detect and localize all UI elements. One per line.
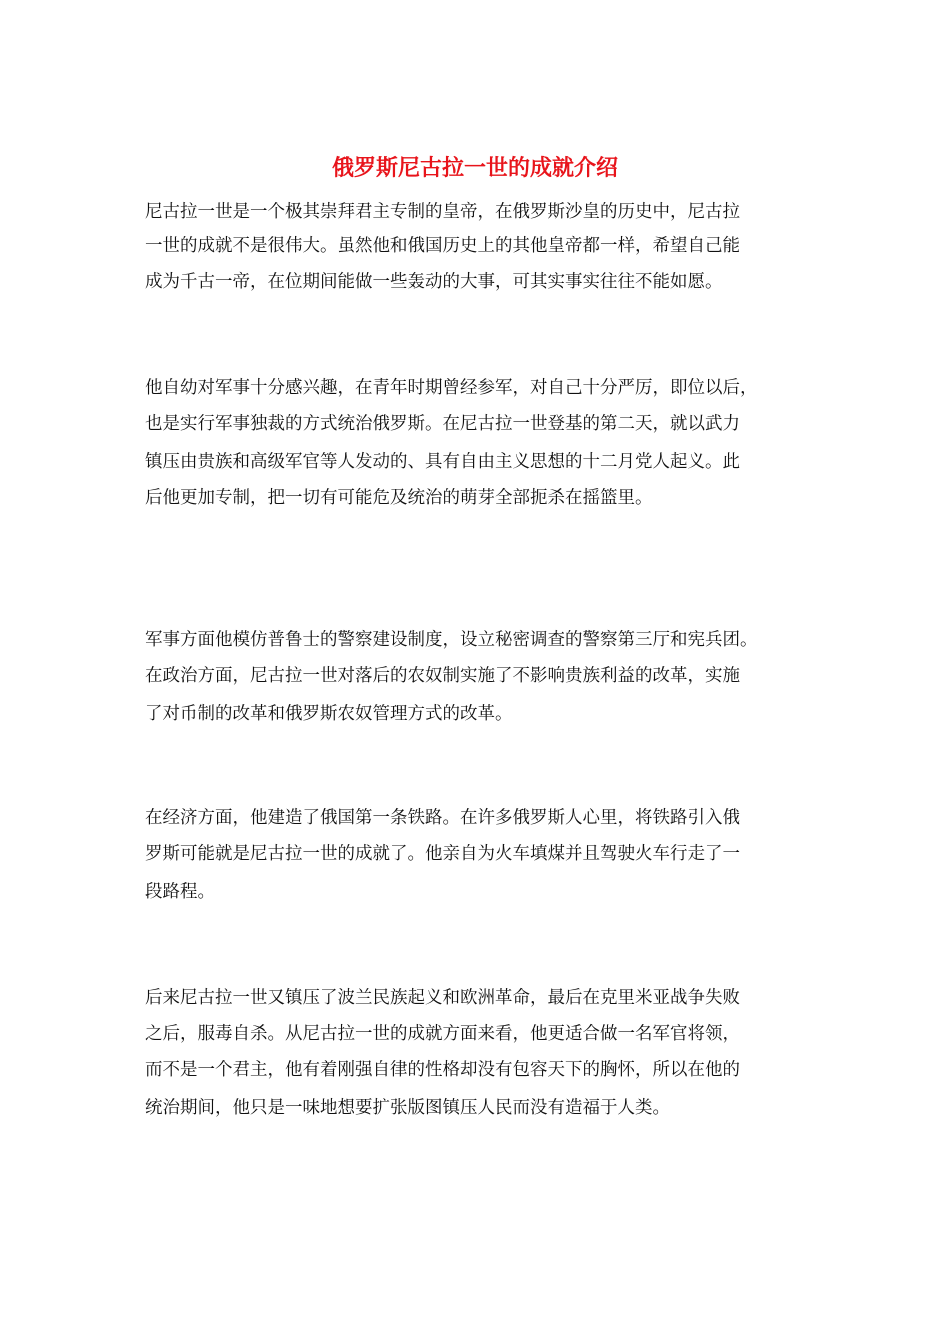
document-title: 俄罗斯尼古拉一世的成就介绍 bbox=[331, 155, 618, 181]
paragraph-4-line-2: 罗斯可能就是尼古拉一世的成就了。他亲自为火车填煤并且驾驶火车行走了一 bbox=[145, 844, 740, 864]
paragraph-4-line-1: 在经济方面，他建造了俄国第一条铁路。在许多俄罗斯人心里，将铁路引入俄 bbox=[145, 808, 740, 828]
paragraph-3-line-3: 了对币制的改革和俄罗斯农奴管理方式的改革。 bbox=[145, 704, 513, 724]
paragraph-4-line-3: 段路程。 bbox=[145, 882, 215, 902]
paragraph-2-line-4: 后他更加专制，把一切有可能危及统治的萌芽全部扼杀在摇篮里。 bbox=[145, 488, 653, 508]
paragraph-3-line-2: 在政治方面，尼古拉一世对落后的农奴制实施了不影响贵族利益的改革，实施 bbox=[145, 666, 740, 686]
paragraph-5-line-3: 而不是一个君主，他有着刚强自律的性格却没有包容天下的胸怀，所以在他的 bbox=[145, 1060, 740, 1080]
paragraph-1-line-1: 尼古拉一世是一个极其崇拜君主专制的皇帝，在俄罗斯沙皇的历史中，尼古拉 bbox=[145, 202, 740, 222]
paragraph-3-line-1: 军事方面他模仿普鲁士的警察建设制度，设立秘密调查的警察第三厅和宪兵团。 bbox=[145, 630, 758, 650]
paragraph-5-line-1: 后来尼古拉一世又镇压了波兰民族起义和欧洲革命，最后在克里米亚战争失败 bbox=[145, 988, 740, 1008]
paragraph-1-line-2: 一世的成就不是很伟大。虽然他和俄国历史上的其他皇帝都一样，希望自己能 bbox=[145, 236, 740, 256]
paragraph-2-line-3: 镇压由贵族和高级军官等人发动的、具有自由主义思想的十二月党人起义。此 bbox=[145, 452, 740, 472]
paragraph-5-line-2: 之后，服毒自杀。从尼古拉一世的成就方面来看，他更适合做一名军官将领， bbox=[145, 1024, 740, 1044]
paragraph-2-line-2: 也是实行军事独裁的方式统治俄罗斯。在尼古拉一世登基的第二天，就以武力 bbox=[145, 414, 740, 434]
paragraph-1-line-3: 成为千古一帝，在位期间能做一些轰动的大事，可其实事实往往不能如愿。 bbox=[145, 272, 723, 292]
paragraph-2-line-1: 他自幼对军事十分感兴趣，在青年时期曾经参军，对自己十分严厉，即位以后， bbox=[145, 378, 758, 398]
paragraph-5-line-4: 统治期间，他只是一味地想要扩张版图镇压人民而没有造福于人类。 bbox=[145, 1098, 670, 1118]
